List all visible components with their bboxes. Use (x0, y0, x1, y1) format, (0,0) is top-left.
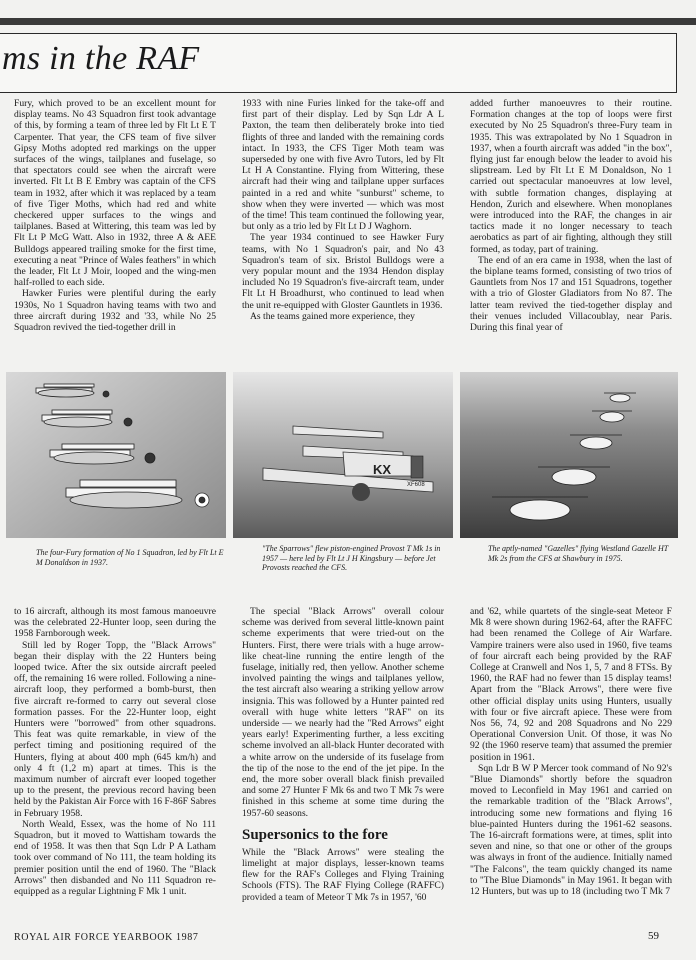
section-heading: Supersonics to the fore (242, 826, 388, 843)
photo-gazelles (460, 372, 678, 538)
photo-sparrows (233, 372, 453, 538)
top-column-3 (470, 98, 672, 363)
paragraph: 1933 with nine Furies linked for the take-off and first part of their display. Led by Sqn Ldr A L Paxton, the team then deliberately broke into tied flights of three and landed with the remaining cords intact. In 1933, the CFS Tiger Moth team was superseded by one with five Avro Tutors, led by Flt Lt H A Constantine. Flying from Wittering, these aircraft had their wing and tailplane upper surfaces painted in a red and white "sunburst" scheme, to show when they were inverted — which was most of the time! This team continued the following year, but only as a trio led by Flt Lt D J Waghorn. (242, 98, 444, 233)
fury-formation-image (6, 372, 226, 538)
aircraft-marking: KX (373, 462, 392, 477)
title-banner (0, 33, 677, 93)
photo-fury-formation (6, 372, 226, 538)
bottom-column-3 (470, 606, 672, 924)
paragraph: While the "Black Arrows" were stealing the limelight at major displays, lesser-known teams flew for the RAF's Colleges and Flying Training Schools (FTS). The RAF Flying College (RAFFC) provided a team of Meteor T Mk 7s in 1957, '60 (242, 846, 444, 903)
bottom-column-2 (242, 606, 444, 924)
photo-caption: The aptly-named "Gazelles" flying Westland Gazelle HT Mk 2s from the CFS at Shawbury in 1975. (488, 544, 669, 563)
paragraph: The special "Black Arrows" overall colour scheme was derived from several little-known paint scheme experiments that were tried-out on the Hunters. First, there were trials with a huge arrow-like cheat-line running the entire length of the fuselage, initially red, then yellow. Another scheme involved painting the wings and tailplanes yellow, the test aircraft also wearing a striking yellow arrow insignia. This was followed by a Hunter painted red overall with huge white letters "RAF" on its underside — we nearly had the "Red Arrows" eight years early! Experimenting further, a less exciting scheme involved an all-black Hunter decorated with a white arrow on the underside of its fuselage from the tip of the nose to the end of the jet pipe. In the end, the more sober overall black finish prevailed and some 27 Hunter F Mk 6s and two T Mk 7s were finished in this scheme at some time during the 1957-60 seasons. (242, 606, 444, 819)
publication-name: ROYAL AIR FORCE YEARBOOK 1987 (14, 932, 199, 943)
top-rule (0, 18, 696, 25)
top-column-1 (14, 98, 216, 363)
paragraph: The year 1934 continued to see Hawker Fury teams, with No 1 Squadron's pair, and No 43 Squadron's team of six. Bristol Bulldogs were a very popular mount and the 1934 Hendon display included No 19 Squadron's five-aircraft team, under Flt Lt H Broadhurst, who continued to lead when the unit re-equipped with Gloster Gauntlets in 1936. (242, 232, 444, 311)
photo-caption: "The Sparrows" flew piston-engined Provost T Mk 1s in 1957 — here led by Flt Lt J H Kingsbury — before Jet Provosts reached the CFS. (262, 544, 441, 573)
aircraft-serial: XF608 (407, 482, 425, 488)
paragraph: As the teams gained more experience, they (250, 310, 415, 322)
paragraph: North Weald, Essex, was the home of No 111 Squadron, but it moved to Wattisham towards the end of 1958. It was then that Sqn Ldr P A Latham took over command of No 111, the team holding its premier position until the end of 1960. The "Black Arrows" then disbanded and No 111 Squadron re-equipped as a regular Lightning F Mk 1 unit. (14, 818, 216, 898)
paragraph: added further manoeuvres to their routine. Formation changes at the top of loops were first executed by No 25 Squadron's three-Fury team in 1935. This was extrapolated by No 1 Squadron in 1937, when a fourth aircraft was added "in the box", flying just far enough below the leader to avoid his slipstream. Led by Flt Lt E M Donaldson, No 1 carried out spectacular manoeuvres at low level, with subtle formation changes, displaying at Hendon, Zurich and elsewhere. When monoplanes were introduced into the RAF, the changes in air tactics made it no longer necessary to teach aerobatics as part of air fighting, although they still formed, as today, part of training. (470, 98, 672, 255)
top-column-2 (242, 98, 444, 363)
paragraph: Fury, which proved to be an excellent mount for display teams. No 43 Squadron first took advantage of this, by forming a team of three led by Flt Lt E T Carpenter. That year, the CFS team of five silver Gipsy Moths adopted red markings on the upper surfaces of the wings, tailplanes and fuselage, so that spectators could see when the aircraft were inverted. Flt Lt B E Embry was captain of the CFS team in 1932, after which it was replaced by a team of five Tiger Moths, which had red and white checkered upper surfaces to the wings and tailplanes. Based at Wittering, this team was led by Flt Lt P McG Watt. Also in 1932, three A & AEE Bulldogs appeared trailing smoke for the first time, executing a neat "Prince of Wales feathers" in which the leader, Flt Lt J Moir, looped and the wing-men half-rolled to each side. (14, 98, 216, 289)
page-number: 59 (648, 930, 659, 942)
page-title: ms in the RAF (2, 40, 200, 77)
paragraph: and '62, while quartets of the single-seat Meteor F Mk 8 were shown during 1962-64, after the RAFFC had been renamed the College of Air Warfare. Vampire trainers were also used in 1960, five teams of four aircraft each being provided by the RAF College at Cranwell and Nos 1, 5, 7 and 8 FTSs. By 1960, the RAF had no fewer than 15 display teams! Apart from the "Black Arrows", there were five other official display units using Hunters, usually with four or five aircraft apiece. These were from Nos 56, 74, 92 and 208 Squadrons and No 229 Operational Conversion Unit. Of those, it was No 92 (the 1960 reserve team) that assumed the premier position in 1961. (470, 606, 672, 763)
bottom-column-1 (14, 606, 216, 924)
paragraph: to 16 aircraft, although its most famous manoeuvre was the celebrated 22-Hunter loop, seen during the 1958 Farnborough week. (14, 606, 216, 640)
sparrows-image (233, 372, 453, 538)
paragraph: Still led by Roger Topp, the "Black Arrows" began their display with the 22 Hunters being looped twice. After the six outside aircraft peeled off, the remaining 16 were rolled. Following a nine-aircraft loop, they performed a bomb-burst, then five aircraft re-formed to carry out several close formation passes. For the 22-Hunter loop, eight Hunters were "borrowed" from other squadrons. This feat was quite remarkable, in view of the perfect timing and positioning required of the Hunters, flying at about 400 mph (645 km/h) and only 4 ft (1,2 m) apart at times. This is the maximum number of aircraft ever looped together up to the present, the previous record having been held by the Pakistan Air Force with 16 F-86F Sabres in February 1958. (14, 639, 216, 819)
paragraph: The end of an era came in 1938, when the last of the biplane teams formed, consisting of two trios of Gauntlets from Nos 17 and 151 Squadrons, together with a trio of Gloster Gladiators from No 87. The latter team revived the tied-together display and their venues included Villacoublay, near Paris. During this final year of (470, 254, 672, 334)
gazelles-image (460, 372, 678, 538)
paragraph: Sqn Ldr B W P Mercer took command of No 92's "Blue Diamonds" shortly before the squadron moved to Leconfield in May 1961 and carried on the remarkable tradition of the "Black Arrows", introducing some new formations and flying 16 blue-painted Hunters during the 1961-62 seasons. The 16-aircraft formations were, at times, split into seven and nine, so that one or other of the groups was always in front of the audience. Initially named "The Falcons", the team quickly changed its name to "The Blue Diamonds" in May 1961. It began with 12 Hunters, but was up to 18 (including two T Mk 7 (470, 762, 672, 898)
paragraph: Hawker Furies were plentiful during the early 1930s, No 1 Squadron having teams with two and three aircraft during 1932 and '33, while No 25 Squadron revived the tied-together drill in (14, 288, 216, 334)
photo-caption: The four-Fury formation of No 1 Squadron, led by Flt Lt E M Donaldson in 1937. (36, 548, 224, 567)
